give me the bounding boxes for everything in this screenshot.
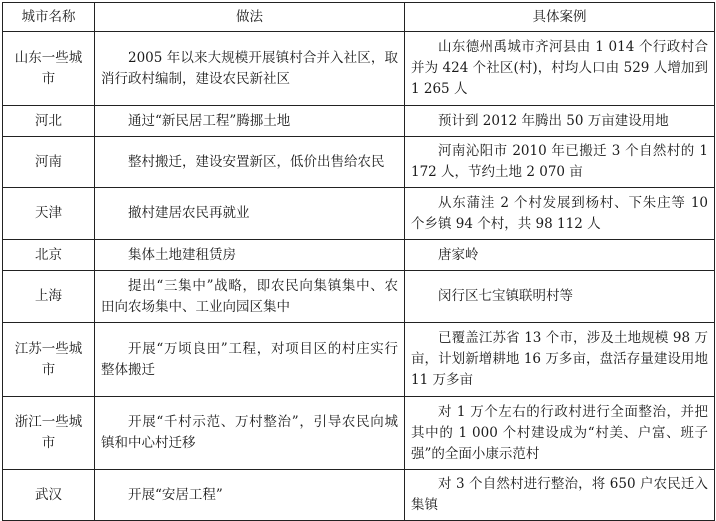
case-cell: 河南沁阳市 2010 年已搬迁 3 个自然村的 1 172 人，节约土地 2 070 亩 <box>405 137 715 188</box>
case-cell: 对 1 万个左右的行政村进行全面整治，并把其中的 1 000 个村建设成为“村美、户富、班子强”的全面小康示范村 <box>405 397 715 470</box>
city-cell: 江苏一些城市 <box>3 323 95 397</box>
method-cell: 提出“三集中”战略，即农民向集镇集中、农田向农场集中、工业向园区集中 <box>95 271 405 323</box>
city-cell: 上海 <box>3 271 95 323</box>
case-cell: 对 3 个自然村进行整治，将 650 户农民迁入集镇 <box>405 470 715 521</box>
city-cell: 天津 <box>3 188 95 240</box>
city-cell: 河南 <box>3 137 95 188</box>
header-row <box>3 3 715 32</box>
header-city: 城市名称 <box>3 3 95 32</box>
table-row <box>3 271 715 323</box>
method-cell: 开展“安居工程” <box>95 470 405 521</box>
method-cell: 整村搬迁，建设安置新区，低价出售给农民 <box>95 137 405 188</box>
table-row <box>3 240 715 271</box>
table-row <box>3 32 715 106</box>
case-cell: 预计到 2012 年腾出 50 万亩建设用地 <box>405 106 715 137</box>
city-cell: 武汉 <box>3 470 95 521</box>
table-row <box>3 137 715 188</box>
header-method: 做法 <box>95 3 405 32</box>
table-row <box>3 106 715 137</box>
method-cell: 2005 年以来大规模开展镇村合并入社区，取消行政村编制，建设农民新社区 <box>95 32 405 106</box>
table-row <box>3 323 715 397</box>
case-cell: 山东德州禹城市齐河县由 1 014 个行政村合并为 424 个社区(村)，村均人口由 529 人增加到 1 265 人 <box>405 32 715 106</box>
city-cell: 浙江一些城市 <box>3 397 95 470</box>
city-cell: 北京 <box>3 240 95 271</box>
method-cell: 开展“万顷良田”工程，对项目区的村庄实行整体搬迁 <box>95 323 405 397</box>
case-cell: 已覆盖江苏省 13 个市，涉及土地规模 98 万亩，计划新增耕地 16 万多亩，盘活存量建设用地 11 万多亩 <box>405 323 715 397</box>
method-cell: 开展“千村示范、万村整治”，引导农民向城镇和中心村迁移 <box>95 397 405 470</box>
header-case: 具体案例 <box>405 3 715 32</box>
city-cell: 山东一些城市 <box>3 32 95 106</box>
method-cell: 撤村建居农民再就业 <box>95 188 405 240</box>
table-row <box>3 188 715 240</box>
method-cell: 通过“新民居工程”腾挪土地 <box>95 106 405 137</box>
table-row <box>3 397 715 470</box>
method-cell: 集体土地建租赁房 <box>95 240 405 271</box>
city-cell: 河北 <box>3 106 95 137</box>
policy-table <box>2 2 715 521</box>
table-row <box>3 470 715 521</box>
case-cell: 唐家岭 <box>405 240 715 271</box>
case-cell: 闵行区七宝镇联明村等 <box>405 271 715 323</box>
case-cell: 从东蒲洼 2 个村发展到杨村、下朱庄等 10 个乡镇 94 个村，共 98 112 人 <box>405 188 715 240</box>
